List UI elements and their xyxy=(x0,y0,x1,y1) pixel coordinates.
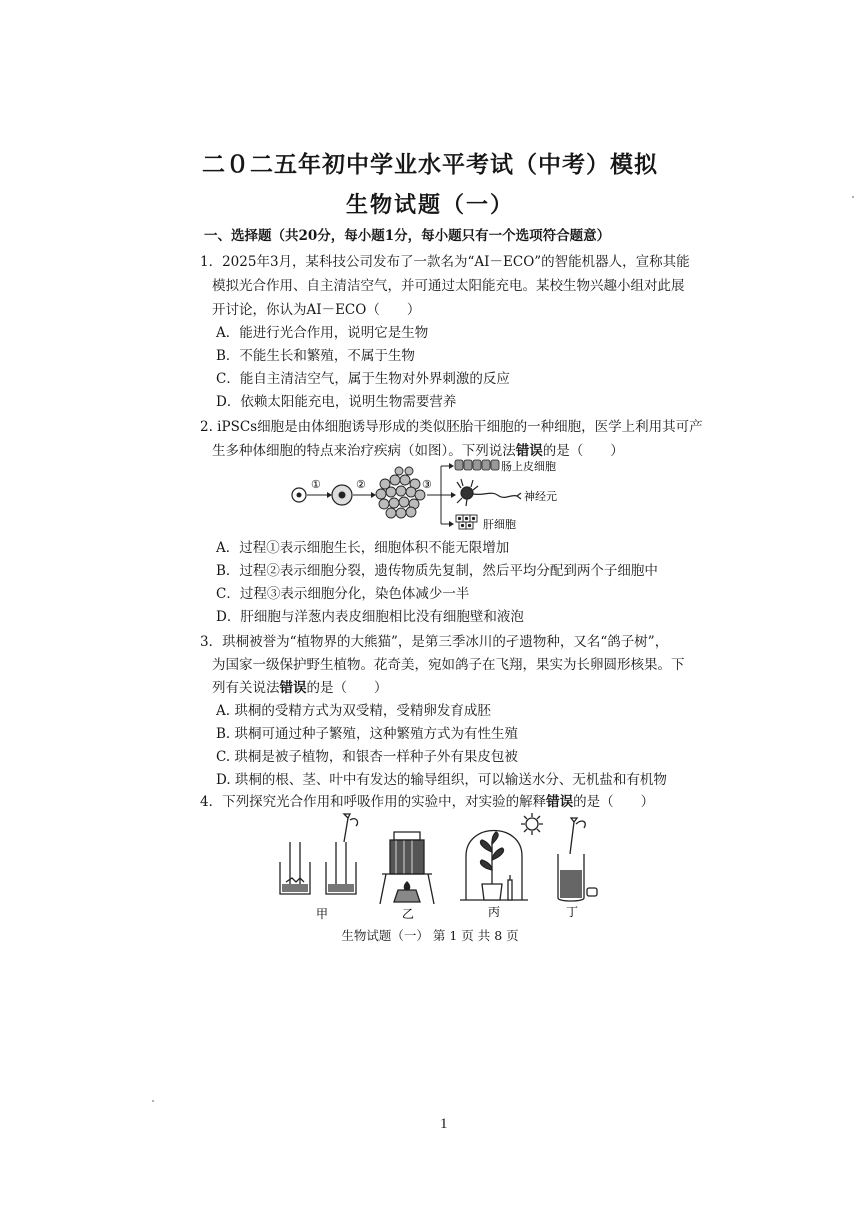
scan-speck xyxy=(852,196,854,198)
single-cell-icon xyxy=(292,488,306,502)
figure-label-jia: 甲 xyxy=(316,907,329,921)
label-epithelial-cell: 肠上皮细胞 xyxy=(501,460,556,473)
question-3-option-c: C. 珙桐是被子植物，和银杏一样种子外有果皮包被 xyxy=(216,749,518,765)
page-title: 二０二五年初中学业水平考试（中考）模拟 xyxy=(202,151,658,178)
question-1-line-1: 1．2025年3月，某科技公司发布了一款名为“AI－ECO”的智能机器人，宣称其能 xyxy=(200,254,690,270)
label-neuron: 神经元 xyxy=(524,490,557,503)
question-3-line-3-end: 的是（ ） xyxy=(306,680,388,696)
question-3-option-a: A. 珙桐的受精方式为双受精，受精卵发育成胚 xyxy=(216,703,491,719)
step-1-label: ① xyxy=(311,478,321,491)
question-2-line-2-text: 生多种体细胞的特点来治疗疾病（如图）。下列说法 xyxy=(212,443,516,459)
neuron-icon xyxy=(457,479,521,506)
question-3-option-b: B. 珙桐可通过种子繁殖，这种繁殖方式为有性生殖 xyxy=(216,726,519,742)
question-1-option-c: C．能自主清洁空气，属于生物对外界刺激的反应 xyxy=(216,371,510,387)
label-liver-cell: 肝细胞 xyxy=(483,518,516,531)
question-4-line-end: 的是（ ） xyxy=(573,794,655,810)
question-2-option-b: B．过程②表示细胞分裂，遗传物质先复制，然后平均分配到两个子细胞中 xyxy=(216,563,658,579)
jar-with-seeds-icon xyxy=(558,818,597,901)
question-3-line-3-text: 列有关说法 xyxy=(212,680,280,696)
cell-cluster-icon xyxy=(376,467,425,518)
question-2-line-2-end: 的是（ ） xyxy=(542,443,624,459)
question-1-line-2: 模拟光合作用、自主清洁空气，并可通过太阳能充电。某校生物兴趣小组对此展 xyxy=(212,278,685,294)
epithelial-cells-icon xyxy=(455,460,499,470)
question-3-emphasis: 错误 xyxy=(279,680,307,696)
question-1-option-a: A．能进行光合作用，说明它是生物 xyxy=(216,325,429,341)
question-2-line-1: 2. iPSCs细胞是由体细胞诱导形成的类似胚胎干细胞的一种细胞，医学上利用其可产 xyxy=(200,419,703,435)
figure-label-yi: 乙 xyxy=(402,907,415,921)
question-4-line-1 xyxy=(200,790,654,810)
step-3-label: ③ xyxy=(422,478,432,491)
question-3-line-3 xyxy=(212,676,388,696)
question-2-option-d: D．肝细胞与洋葱内表皮细胞相比没有细胞壁和液泡 xyxy=(216,609,524,625)
experiment-figure xyxy=(270,812,600,922)
beakers-with-leaves-icon xyxy=(280,814,358,894)
question-4-emphasis: 错误 xyxy=(546,794,574,810)
page-subtitle: 生物试题（一） xyxy=(345,192,514,218)
question-1-line-3: 开讨论，你认为AI－ECO（ ） xyxy=(212,302,421,318)
grown-cell-icon xyxy=(332,485,352,505)
bell-jar-plant-icon xyxy=(460,831,528,901)
question-3-line-2: 为国家一级保护野生植物。花奇美，宛如鸽子在飞翔，果实为长卵圆形核果。下 xyxy=(212,657,685,673)
question-1-option-d: D．依赖太阳能充电，说明生物需要营养 xyxy=(216,394,457,410)
cell-differentiation-figure xyxy=(285,452,575,532)
step-2-label: ② xyxy=(356,478,366,491)
figure-label-ding: 丁 xyxy=(566,905,579,919)
page-number: 1 xyxy=(440,1116,448,1132)
page-footer: 生物试题（一） 第 1 页 共 8 页 xyxy=(341,928,519,943)
question-2-option-a: A．过程①表示细胞生长，细胞体积不能无限增加 xyxy=(216,540,510,556)
question-3-line-1: 3．珙桐被誉为“植物界的大熊猫”，是第三季冰川的孑遗物种，又名“鸽子树”， xyxy=(200,634,669,650)
question-1-option-b: B．不能生长和繁殖，不属于生物 xyxy=(216,348,415,364)
question-4-line-text: 4．下列探究光合作用和呼吸作用的实验中，对实验的解释 xyxy=(200,794,547,810)
figure-label-bing: 丙 xyxy=(488,905,501,919)
question-2-emphasis: 错误 xyxy=(515,443,543,459)
scan-speck xyxy=(152,1100,154,1102)
section-heading: 一、选择题（共20分，每小题1分，每小题只有一个选项符合题意） xyxy=(204,228,611,244)
liver-cells-icon xyxy=(456,515,477,529)
sun-icon xyxy=(521,813,543,835)
question-2-option-c: C．过程③表示细胞分化，染色体减少一半 xyxy=(216,586,470,602)
water-bath-lamp-icon xyxy=(380,832,434,904)
question-3-option-d: D. 珙桐的根、茎、叶中有发达的输导组织，可以输送水分、无机盐和有机物 xyxy=(216,772,667,788)
